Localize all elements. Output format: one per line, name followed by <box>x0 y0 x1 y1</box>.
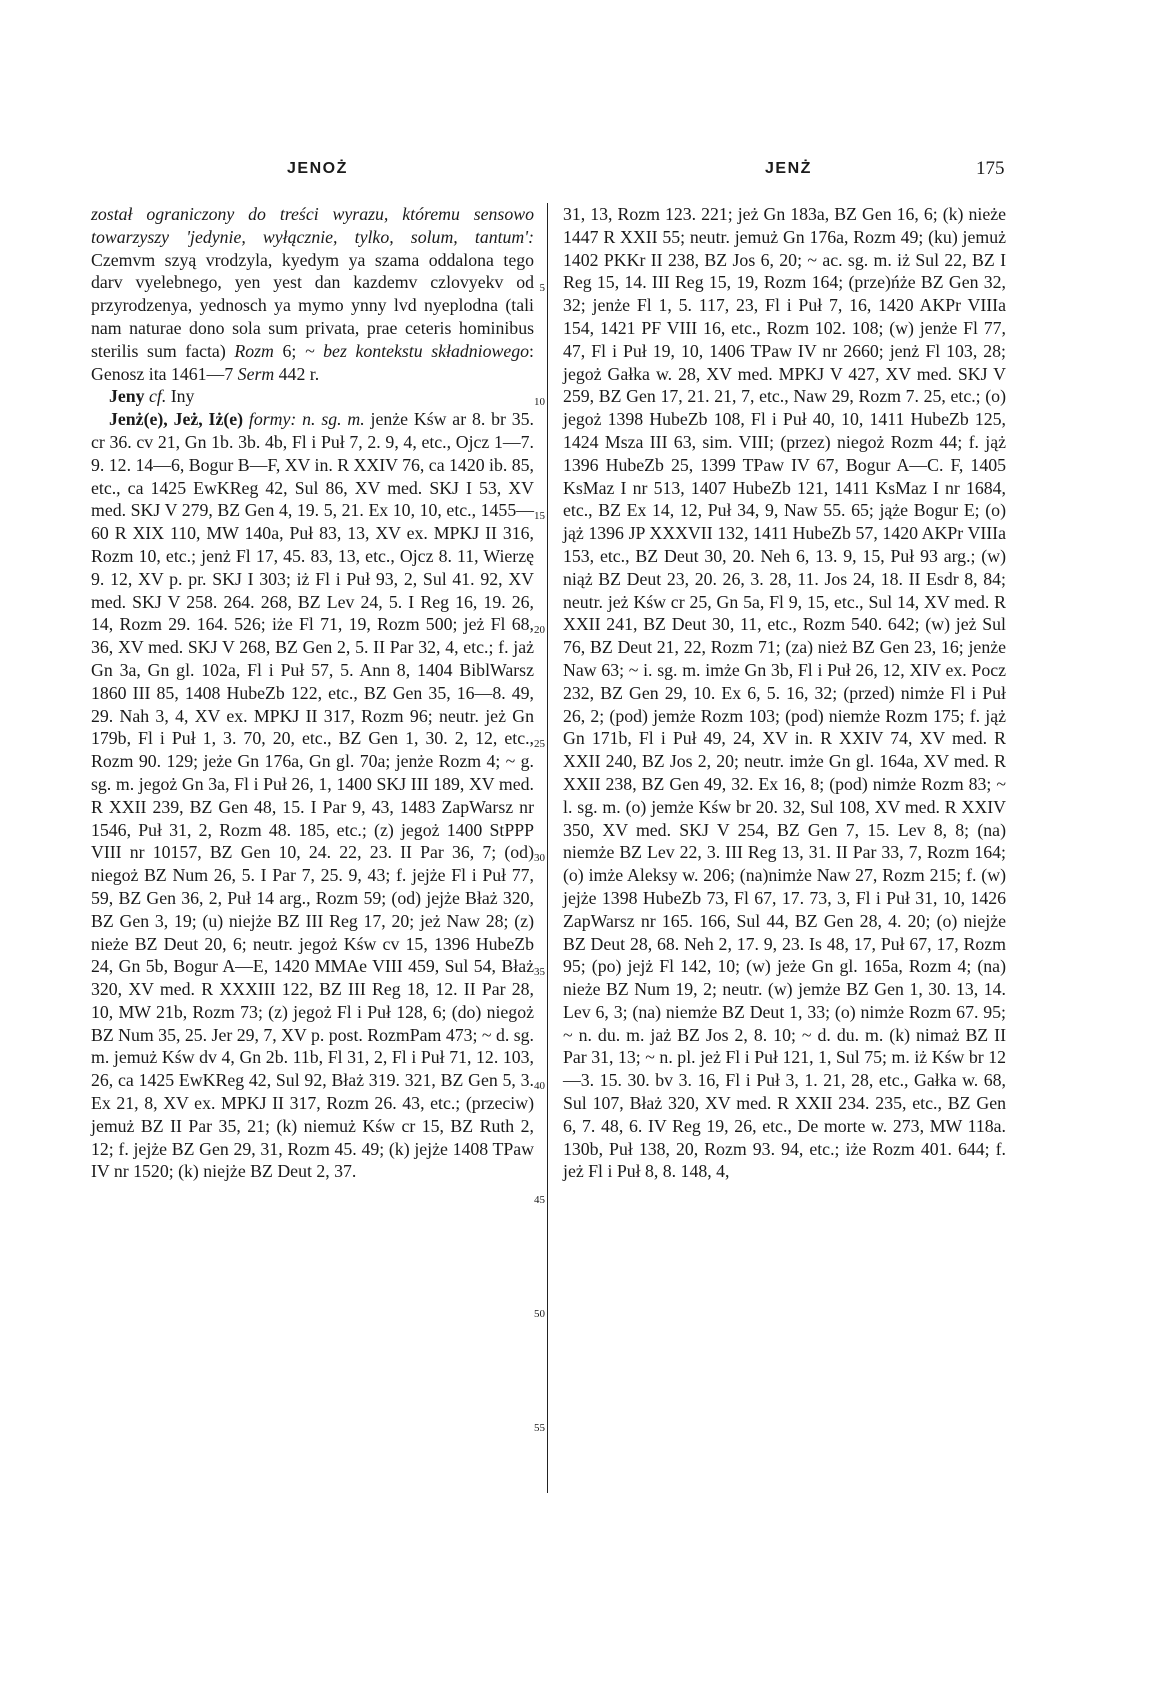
entry-continuation <box>91 203 534 385</box>
entry-jeny <box>91 385 534 408</box>
source-locus: 442 r. <box>274 363 320 384</box>
source-abbrev: Serm <box>237 363 275 384</box>
left-column <box>91 203 534 1183</box>
usage-note: ~ bez kontekstu składniowego <box>304 340 530 361</box>
forms-label: formy: <box>243 409 297 430</box>
cross-ref-marker: cf. <box>144 386 171 407</box>
line-number: 40 <box>534 1080 545 1092</box>
right-column <box>563 203 1006 1183</box>
line-number: 55 <box>534 1422 545 1434</box>
citation-tail: : Genosz ita 1461—7 <box>91 340 534 384</box>
page-number: 175 <box>976 158 1005 179</box>
running-head-left: JENOŻ <box>287 160 348 177</box>
entry-jenze <box>91 408 534 1183</box>
line-number: 30 <box>534 852 545 864</box>
line-number: 15 <box>534 510 545 522</box>
source-abbrev: Rozm <box>234 340 274 361</box>
line-number: 10 <box>534 396 545 408</box>
headword: Jenż(e), Jeż, Iż(e) <box>109 409 244 430</box>
line-number: 50 <box>534 1308 545 1320</box>
column-divider <box>547 203 548 1493</box>
citation-quote: Czemvm szyą vrodzyla, kyedym ya szama oddalona tego darv vyelebnego, yen yest dan kazdemv czlovyekv od przyrodzenya, yednosch ya mymo ynny lvd nyeplodna (tali nam naturae dono sola sum privata, prae ceteris hominibus sterilis sum facta) <box>91 249 534 361</box>
line-number-gutter <box>531 203 545 1493</box>
entry-body: jenże Kśw ar 8. br 35. cr 36. cv 21, Gn 1b. 3b. 4b, Fl i Puł 7, 2. 9, 4, etc., Ojcz 1—7. 9. 12. 14—6, Bogur B—F, XV in. R XXIV 76, ca 1420 ib. 85, etc., ca 1425 EwKReg 42, Sul 86, XV med. SKJ I 53, XV med. SKJ V 279, BZ Gen 4, 19. 5, 21. Ex 10, 10, etc., 1455—60 R XIX 110, MW 140a, Puł 83, 13, XV ex. MPKJ II 316, Rozm 10, etc.; jenż Fl 17, 45. 83, 13, etc., Ojcz 8. 11, Wierzę 9. 12, XV p. pr. SKJ I 303; iż Fl i Puł 93, 2, Sul 41. 92, XV med. SKJ V 258. 264. 268, BZ Lev 24, 5. I Reg 16, 19. 26, 14, Rozm 29. 164. 526; iże Fl 71, 19, Rozm 500; jeż Fl 68, 36, XV med. SKJ V 268, BZ Gen 2, 5. II Par 32, 4, etc.; f. jaż Gn 3a, Gn gl. 102a, Fl i Puł 57, 5. Ann 8, 1404 BiblWarsz 1860 III 85, 1408 HubeZb 122, etc., BZ Gen 35, 16—8. 49, 29. Nah 3, 4, XV ex. MPKJ II 317, Rozm 96; neutr. jeż Gn 179b, Fl i Puł 1, 3. 70, 20, etc., BZ Gen 1, 30. 2, 12, etc., Rozm 90. 129; jeże Gn 176a, Gn gl. 70a; jenże Rozm 4; ~ g. sg. m. jegoż Gn 3a, Fl i Puł 26, 1, 1400 SKJ III 189, XV med. R XXII 239, BZ Gen 48, 15. I Par 9, 43, 1483 ZapWarsz nr 1546, Puł 31, 2, Rozm 48. 185, etc.; (z) jegoż 1400 StPPP VIII nr 10157, BZ Gen 10, 24. 22, 23. II Par 36, 7; (od) niegoż BZ Num 26, 5. I Par 7, 25. 9, 43; f. jejże Fl i Puł 77, 59, BZ Gen 36, 2, Puł 14 arg., Rozm 59; (od) jejże Błaż 320, BZ Gen 3, 19; (u) niejże BZ III Reg 17, 20; jeż Naw 28; (z) nieże BZ Deut 20, 6; neutr. jegoż Kśw cv 15, 1396 HubeZb 24, Gn 5b, Bogur A—E, 1420 MMAe VIII 459, Sul 54, Błaż 320, XV med. R XXXIII 122, BZ III Reg 18, 12. II Par 28, 10, MW 21b, Rozm 73; (z) jegoż Fl i Puł 128, 6; (do) niegoż BZ Num 35, 25. Jer 29, 7, XV p. post. RozmPam 473; ~ d. sg. m. jemuż Kśw dv 4, Gn 2b. 11b, Fl 31, 2, Fl i Puł 71, 12. 103, 26, ca 1425 EwKReg 42, Sul 92, Błaż 319. 321, BZ Gen 5, 3. Ex 21, 8, XV ex. MPKJ II 317, Rozm 26. 43, etc.; (przeciw) jemuż BZ II Par 35, 21; (k) niemuż Kśw cr 15, BZ Ruth 2, 12; f. jejże BZ Gen 29, 31, Rozm 45. 49; (k) jejże 1408 TPaw IV nr 1520; (k) niejże BZ Deut 2, 37. <box>91 409 534 1182</box>
line-number: 5 <box>539 282 545 294</box>
grammar-label: n. sg. m. <box>296 409 365 430</box>
line-number: 45 <box>534 1194 545 1206</box>
entry-body-continued: 31, 13, Rozm 123. 221; jeż Gn 183a, BZ Gen 16, 6; (k) nieże 1447 R XXII 55; neutr. jemuż Gn 176a, Rozm 49; (ku) jemuż 1402 PKKr II 238, BZ Jos 6, 20; ~ ac. sg. m. iż Sul 22, BZ I Reg 15, 14. III Reg 15, 19, Rozm 164; (prze)ńże BZ Gen 32, 32; jenże Fl 1, 5. 117, 23, Fl i Puł 7, 16, 1420 AKPr VIIIa 154, 1421 PF VIII 16, etc., Rozm 102. 108; (w) jenże Fl 77, 47, Fl i Puł 19, 10, 1406 TPaw IV nr 2660; jenż Fl 103, 28; jegoż Gałka w. 28, XV med. MPKJ V 427, XV med. SKJ V 259, BZ Gen 17, 21. 21, 7, etc., Naw 29, Rozm 7. 25, etc.; (o) jegoż 1398 HubeZb 108, Fl i Puł 40, 10, 1411 HubeZb 125, 1424 Msza III 63, sim. VIII; (przez) niegoż Rozm 44; f. jąż 1396 HubeZb 25, 1399 TPaw IV 67, Bogur A—C. F, 1405 KsMaz I nr 513, 1407 HubeZb 121, 1411 KsMaz I nr 1684, etc., BZ Ex 14, 12, Puł 34, 9, Naw 55. 65; jąże Bogur E; (o) jąż 1396 JP XXXVII 132, 1411 HubeZb 57, 1420 AKPr VIIIa 153, etc., BZ Deut 30, 20. Neh 6, 13. 9, 15, Puł 93 arg.; (w) niąż BZ Deut 23, 20. 26, 3. 28, 11. Jos 24, 18. II Esdr 8, 84; neutr. jeż Kśw cr 25, Gn 5a, Fl 9, 15, etc., Sul 14, XV med. R XXII 241, BZ Deut 30, 11, etc., Rozm 540. 642; (w) jeż Sul 76, BZ Deut 21, 22, Rozm 71; (za) nież BZ Gen 23, 16; jenże Naw 63; ~ i. sg. m. imże Gn 3b, Fl i Puł 26, 12, XIV ex. Pocz 232, BZ Gen 29, 10. Ex 6, 5. 16, 32; (przed) nimże Fl i Puł 26, 2; (pod) jemże Rozm 103; (pod) niemże Rozm 175; f. jąż Gn 171b, Fl i Puł 49, 24, XV in. R XXIV 74, XV med. R XXII 240, BZ Jos 2, 20; neutr. imże Gn gl. 164a, XV med. R XXII 238, BZ Gen 49, 32. Ex 16, 8; (pod) nimże Rozm 83; ~ l. sg. m. (o) jemże Kśw br 20. 32, Sul 108, XV med. R XXIV 350, XV med. SKJ V 254, BZ Gen 7, 15. Lev 8, 8; (na) niemże BZ Lev 22, 3. III Reg 13, 31. II Par 33, 7, Rozm 164; (o) imże Aleksy w. 206; (na)nimże Naw 27, Rozm 215; f. (w) jejże 1398 HubeZb 73, Fl 67, 17. 73, 3, Fl i Puł 31, 10, 1426 ZapWarsz nr 165. 166, Sul 44, BZ Gen 28, 4. 20; (o) niejże BZ Deut 28, 68. Neh 2, 17. 9, 23. Is 48, 17, Puł 67, 17, Rozm 95; (po) jejż Fl 142, 10; (w) jeże Gn gl. 165a, Rozm 4; (na) nieże BZ Num 19, 2; neutr. (w) jemże BZ Gen 1, 30. 13, 14. Lev 6, 3; (na) niemże BZ Deut 1, 33; (o) nimże Rozm 67. 95; ~ n. du. m. jaż BZ Jos 2, 8. 10; ~ d. du. m. (k) nimaż BZ II Par 31, 13; ~ n. pl. jeż Fl i Puł 121, 1, Sul 75; m. iż Kśw br 12—3. 15. 30. bv 3. 16, Fl i Puł 3, 1. 21, 28, etc., Gałka w. 68, Sul 107, Błaż 320, XV med. R XXII 234. 235, etc., BZ Gen 6, 7. 48, 6. IV Reg 19, 26, etc., De morte w. 273, MW 118a. 130b, Puł 138, 20, Rozm 93. 94, etc.; iże Rozm 401. 644; f. jeż Fl i Puł 8, 8. 148, 4, <box>563 204 1006 1182</box>
definition-text: został ograniczony do treści wyrazu, któremu sensowo towarzyszy 'jedynie, wyłącznie, tylko, solum, tantum': <box>91 204 534 247</box>
cross-ref-target: Iny <box>170 386 195 407</box>
source-locus: 6; <box>273 340 305 361</box>
line-number: 25 <box>534 738 545 750</box>
line-number: 35 <box>534 966 545 978</box>
headword: Jeny <box>109 386 145 407</box>
running-head-right: JENŻ <box>765 160 812 177</box>
line-number: 20 <box>534 624 545 636</box>
